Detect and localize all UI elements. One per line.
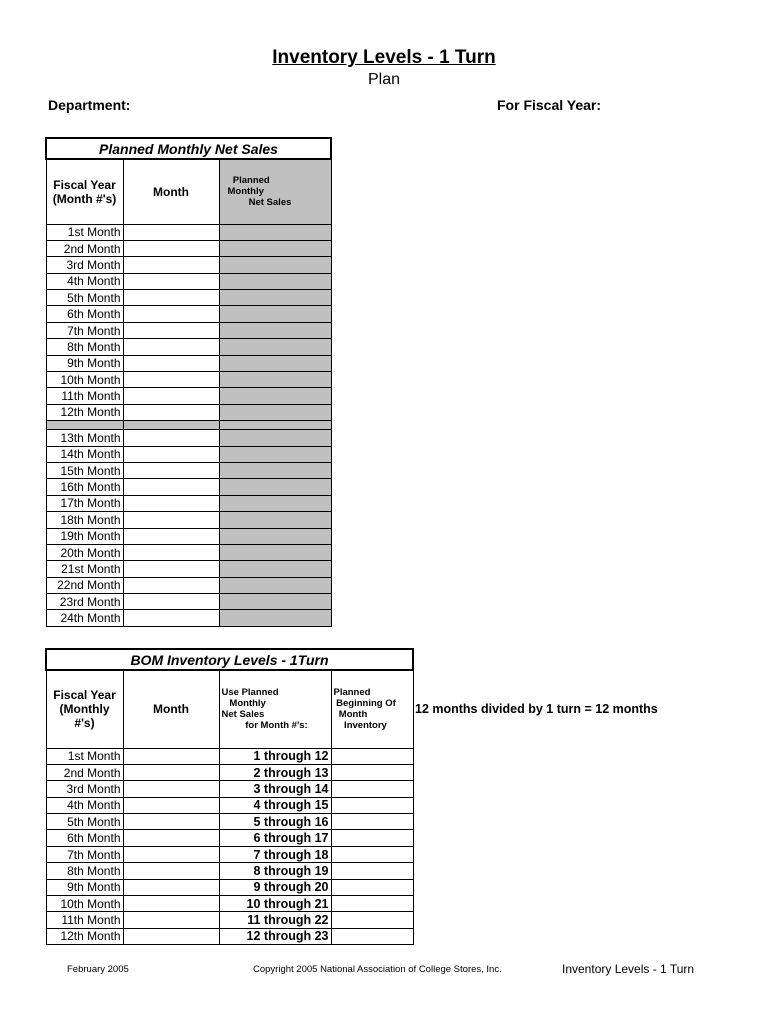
bom-planned-inventory-cell[interactable] [331, 896, 413, 912]
sales-planned-net-sales-cell[interactable] [219, 544, 331, 560]
year-separator-row [46, 421, 331, 430]
bom-fiscal-month-cell: 2nd Month [46, 764, 123, 780]
bom-month-cell[interactable] [123, 896, 219, 912]
footer-copyright: Copyright 2005 National Association of College Stores, Inc. [253, 964, 502, 975]
sales-fiscal-month-cell: 18th Month [46, 512, 123, 528]
sales-month-cell[interactable] [123, 240, 219, 256]
bom-fiscal-month-cell: 9th Month [46, 879, 123, 895]
sales-month-cell[interactable] [123, 322, 219, 338]
bom-planned-inventory-cell[interactable] [331, 846, 413, 862]
sales-fiscal-month-cell: 1st Month [46, 224, 123, 240]
bom-use-months-cell: 2 through 13 [219, 764, 331, 780]
sales-row [46, 224, 331, 240]
bom-row [46, 846, 413, 862]
sales-fiscal-month-cell: 7th Month [46, 322, 123, 338]
sales-fiscal-month-cell: 24th Month [46, 610, 123, 626]
bom-col-planned-bom-inventory: Planned Beginning Of Month Inventory [331, 670, 413, 748]
sales-month-cell[interactable] [123, 273, 219, 289]
bom-planned-inventory-cell[interactable] [331, 928, 413, 944]
bom-planned-inventory-cell[interactable] [331, 863, 413, 879]
sales-month-cell[interactable] [123, 479, 219, 495]
sales-planned-net-sales-cell[interactable] [219, 388, 331, 404]
sales-month-cell[interactable] [123, 224, 219, 240]
sales-row [46, 528, 331, 544]
bom-planned-inventory-cell[interactable] [331, 879, 413, 895]
bom-use-months-cell: 8 through 19 [219, 863, 331, 879]
sales-row [46, 322, 331, 338]
sales-fiscal-month-cell: 2nd Month [46, 240, 123, 256]
sales-month-cell[interactable] [123, 495, 219, 511]
bom-fiscal-month-cell: 6th Month [46, 830, 123, 846]
sales-month-cell[interactable] [123, 528, 219, 544]
sales-planned-net-sales-cell[interactable] [219, 479, 331, 495]
department-label: Department: [48, 97, 131, 113]
sales-fiscal-month-cell: 13th Month [46, 430, 123, 446]
bom-planned-inventory-cell[interactable] [331, 830, 413, 846]
bom-row [46, 896, 413, 912]
bom-month-cell[interactable] [123, 764, 219, 780]
sales-month-cell[interactable] [123, 404, 219, 420]
sales-planned-net-sales-cell[interactable] [219, 372, 331, 388]
sales-fiscal-month-cell: 10th Month [46, 372, 123, 388]
bom-row [46, 928, 413, 944]
bom-row [46, 879, 413, 895]
sales-fiscal-month-cell: 15th Month [46, 462, 123, 478]
sales-row [46, 512, 331, 528]
bom-table-title: BOM Inventory Levels - 1Turn [46, 649, 413, 670]
bom-row [46, 781, 413, 797]
sales-planned-net-sales-cell[interactable] [219, 561, 331, 577]
bom-planned-inventory-cell[interactable] [331, 764, 413, 780]
sales-fiscal-month-cell: 5th Month [46, 290, 123, 306]
bom-use-months-cell: 12 through 23 [219, 928, 331, 944]
separator-cell [123, 421, 219, 430]
bom-col-use-planned: Use Planned Monthly Net Sales for Month #'s: [219, 670, 331, 748]
bom-use-months-cell: 7 through 18 [219, 846, 331, 862]
bom-month-cell[interactable] [123, 879, 219, 895]
sales-col-planned-net-sales: Planned Monthly Net Sales [219, 159, 331, 224]
sales-row [46, 561, 331, 577]
sales-month-cell[interactable] [123, 388, 219, 404]
bom-inventory-levels-table [45, 648, 414, 945]
sales-row [46, 446, 331, 462]
sales-month-cell[interactable] [123, 512, 219, 528]
sales-fiscal-month-cell: 17th Month [46, 495, 123, 511]
bom-fiscal-month-cell: 4th Month [46, 797, 123, 813]
sales-planned-net-sales-cell[interactable] [219, 339, 331, 355]
bom-use-months-cell: 3 through 14 [219, 781, 331, 797]
sales-month-cell[interactable] [123, 430, 219, 446]
sales-row [46, 462, 331, 478]
bom-month-cell[interactable] [123, 846, 219, 862]
sales-fiscal-month-cell: 11th Month [46, 388, 123, 404]
sales-fiscal-month-cell: 23rd Month [46, 594, 123, 610]
sales-row [46, 257, 331, 273]
sales-row [46, 306, 331, 322]
bom-planned-inventory-cell[interactable] [331, 797, 413, 813]
page-title: Inventory Levels - 1 Turn [272, 47, 496, 68]
sales-fiscal-month-cell: 22nd Month [46, 577, 123, 593]
bom-month-cell[interactable] [123, 912, 219, 928]
sales-col-month: Month [123, 159, 219, 224]
sales-row [46, 495, 331, 511]
bom-row [46, 912, 413, 928]
sales-month-cell[interactable] [123, 561, 219, 577]
sales-planned-net-sales-cell[interactable] [219, 290, 331, 306]
sales-row [46, 610, 331, 626]
sales-row [46, 544, 331, 560]
sales-planned-net-sales-cell[interactable] [219, 355, 331, 371]
sales-fiscal-month-cell: 20th Month [46, 544, 123, 560]
sales-month-cell[interactable] [123, 610, 219, 626]
bom-planned-inventory-cell[interactable] [331, 781, 413, 797]
bom-fiscal-month-cell: 5th Month [46, 814, 123, 830]
sales-fiscal-month-cell: 9th Month [46, 355, 123, 371]
bom-planned-inventory-cell[interactable] [331, 814, 413, 830]
bom-month-cell[interactable] [123, 797, 219, 813]
sales-planned-net-sales-cell[interactable] [219, 446, 331, 462]
fiscal-year-label: For Fiscal Year: [497, 97, 602, 113]
sales-planned-net-sales-cell[interactable] [219, 322, 331, 338]
sales-row [46, 430, 331, 446]
sales-row [46, 290, 331, 306]
bom-fiscal-month-cell: 11th Month [46, 912, 123, 928]
bom-month-cell[interactable] [123, 863, 219, 879]
sales-planned-net-sales-cell[interactable] [219, 273, 331, 289]
sales-planned-net-sales-cell[interactable] [219, 495, 331, 511]
bom-use-months-cell: 1 through 12 [219, 748, 331, 764]
bom-use-months-cell: 5 through 16 [219, 814, 331, 830]
page-subtitle: Plan [367, 71, 401, 88]
sales-month-cell[interactable] [123, 544, 219, 560]
bom-fiscal-month-cell: 8th Month [46, 863, 123, 879]
sales-planned-net-sales-cell[interactable] [219, 512, 331, 528]
bom-row [46, 748, 413, 764]
sales-row [46, 273, 331, 289]
sales-fiscal-month-cell: 3rd Month [46, 257, 123, 273]
sales-fiscal-month-cell: 4th Month [46, 273, 123, 289]
sales-month-cell[interactable] [123, 577, 219, 593]
bom-month-cell[interactable] [123, 814, 219, 830]
sales-row [46, 404, 331, 420]
bom-col-month: Month [123, 670, 219, 748]
footer-date: February 2005 [67, 964, 129, 975]
sales-planned-net-sales-cell[interactable] [219, 594, 331, 610]
bom-planned-inventory-cell[interactable] [331, 912, 413, 928]
bom-col-fiscal-year: Fiscal Year (Monthly #'s) [46, 670, 123, 748]
separator-cell [46, 421, 123, 430]
bom-use-months-cell: 9 through 20 [219, 879, 331, 895]
bom-fiscal-month-cell: 3rd Month [46, 781, 123, 797]
sales-planned-net-sales-cell[interactable] [219, 240, 331, 256]
sales-fiscal-month-cell: 8th Month [46, 339, 123, 355]
sales-row [46, 594, 331, 610]
sales-fiscal-month-cell: 6th Month [46, 306, 123, 322]
sales-planned-net-sales-cell[interactable] [219, 404, 331, 420]
sales-month-cell[interactable] [123, 462, 219, 478]
sales-fiscal-month-cell: 12th Month [46, 404, 123, 420]
sales-fiscal-month-cell: 21st Month [46, 561, 123, 577]
bom-use-months-cell: 4 through 15 [219, 797, 331, 813]
bom-month-cell[interactable] [123, 928, 219, 944]
bom-row [46, 764, 413, 780]
sales-planned-net-sales-cell[interactable] [219, 528, 331, 544]
bom-fiscal-month-cell: 10th Month [46, 896, 123, 912]
turn-calculation-note: 12 months divided by 1 turn = 12 months [415, 702, 658, 716]
sales-month-cell[interactable] [123, 594, 219, 610]
bom-use-months-cell: 10 through 21 [219, 896, 331, 912]
sales-planned-net-sales-cell[interactable] [219, 610, 331, 626]
sales-month-cell[interactable] [123, 372, 219, 388]
bom-month-cell[interactable] [123, 830, 219, 846]
separator-cell [219, 421, 331, 430]
sales-month-cell[interactable] [123, 446, 219, 462]
sales-fiscal-month-cell: 14th Month [46, 446, 123, 462]
sales-fiscal-month-cell: 19th Month [46, 528, 123, 544]
sales-row [46, 479, 331, 495]
bom-planned-inventory-cell[interactable] [331, 748, 413, 764]
bom-fiscal-month-cell: 7th Month [46, 846, 123, 862]
sales-month-cell[interactable] [123, 306, 219, 322]
bom-row [46, 797, 413, 813]
bom-fiscal-month-cell: 1st Month [46, 748, 123, 764]
sales-planned-net-sales-cell[interactable] [219, 306, 331, 322]
sales-planned-net-sales-cell[interactable] [219, 257, 331, 273]
footer-document-name: Inventory Levels - 1 Turn [562, 962, 695, 976]
bom-use-months-cell: 11 through 22 [219, 912, 331, 928]
bom-row [46, 863, 413, 879]
bom-row [46, 814, 413, 830]
sales-row [46, 240, 331, 256]
sales-planned-net-sales-cell[interactable] [219, 462, 331, 478]
planned-monthly-net-sales-table [45, 137, 332, 627]
sales-row [46, 355, 331, 371]
sales-table-title: Planned Monthly Net Sales [46, 138, 331, 159]
sales-row [46, 372, 331, 388]
sales-fiscal-month-cell: 16th Month [46, 479, 123, 495]
sales-planned-net-sales-cell[interactable] [219, 430, 331, 446]
sales-row [46, 388, 331, 404]
bom-month-cell[interactable] [123, 748, 219, 764]
bom-row [46, 830, 413, 846]
sales-row [46, 339, 331, 355]
sales-col-fiscal-year: Fiscal Year (Month #'s) [46, 159, 123, 224]
bom-month-cell[interactable] [123, 781, 219, 797]
bom-fiscal-month-cell: 12th Month [46, 928, 123, 944]
sales-row [46, 577, 331, 593]
sales-planned-net-sales-cell[interactable] [219, 577, 331, 593]
sales-month-cell[interactable] [123, 290, 219, 306]
sales-planned-net-sales-cell[interactable] [219, 224, 331, 240]
sales-month-cell[interactable] [123, 355, 219, 371]
sales-month-cell[interactable] [123, 339, 219, 355]
bom-use-months-cell: 6 through 17 [219, 830, 331, 846]
sales-month-cell[interactable] [123, 257, 219, 273]
